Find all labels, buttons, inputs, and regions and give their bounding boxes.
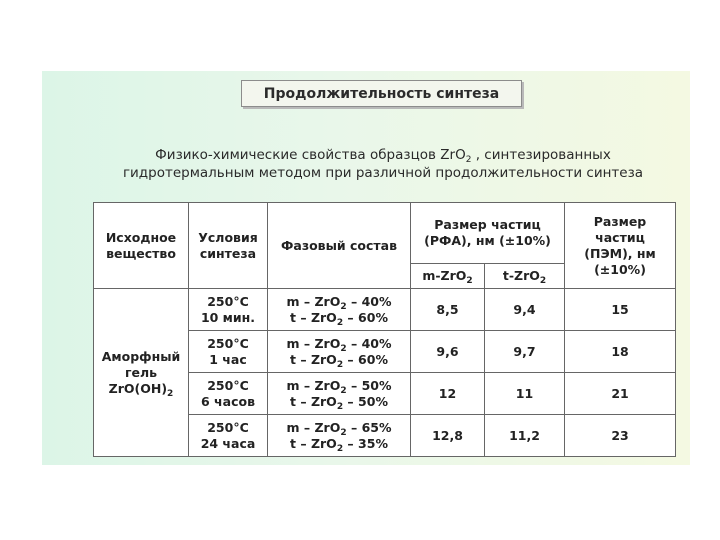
xrd-m-size-cell: 8,5 <box>411 289 485 331</box>
tem-size-cell: 21 <box>565 373 676 415</box>
slide-title-text: Продолжительность синтеза <box>263 85 500 102</box>
tem-size-cell: 18 <box>565 331 676 373</box>
slide-title <box>241 80 522 107</box>
xrd-m-size-cell: 9,6 <box>411 331 485 373</box>
header-row <box>94 203 676 264</box>
tem-size-cell: 23 <box>565 415 676 457</box>
xrd-t-size-cell: 9,4 <box>485 289 565 331</box>
header-phase: Фазовый состав <box>268 203 411 289</box>
phase-cell: m – ZrO$_2$ – 40% t – ZrO$_2$ – 60% <box>268 331 411 373</box>
tem-size-cell: 15 <box>565 289 676 331</box>
conditions-cell: 250°C 6 часов <box>189 373 268 415</box>
caption-line-2: гидротермальным методом при различной продолжительности синтеза <box>122 165 644 181</box>
xrd-t-size-cell: 9,7 <box>485 331 565 373</box>
header-xrd-t: t-ZrO$_2$ <box>485 264 565 289</box>
conditions-cell: 250°C 24 часа <box>189 415 268 457</box>
table-caption <box>118 146 648 182</box>
phase-cell: m – ZrO$_2$ – 65% t – ZrO$_2$ – 35% <box>268 415 411 457</box>
caption-line-1: Физико-химические свойства образцов ZrO$_2$ , синтезированных <box>155 147 611 165</box>
header-xrd-size: Размер частиц (РФА), нм (±10%) <box>411 203 565 264</box>
properties-table <box>93 202 676 457</box>
header-xrd-m: m-ZrO$_2$ <box>411 264 485 289</box>
header-tem-size: Размер частиц (ПЭМ), нм (±10%) <box>565 203 676 289</box>
source-material-cell: Аморфный гель $ZrO(OH)_2$ <box>94 289 189 457</box>
xrd-t-size-cell: 11 <box>485 373 565 415</box>
phase-cell: m – ZrO$_2$ – 50% t – ZrO$_2$ – 50% <box>268 373 411 415</box>
phase-cell: m – ZrO$_2$ – 40% t – ZrO$_2$ – 60% <box>268 289 411 331</box>
xrd-m-size-cell: 12 <box>411 373 485 415</box>
conditions-cell: 250°C 10 мин. <box>189 289 268 331</box>
xrd-m-size-cell: 12,8 <box>411 415 485 457</box>
table-row <box>94 289 676 331</box>
header-conditions: Условия синтеза <box>189 203 268 289</box>
xrd-t-size-cell: 11,2 <box>485 415 565 457</box>
header-source: Исходное вещество <box>94 203 189 289</box>
conditions-cell: 250°C 1 час <box>189 331 268 373</box>
